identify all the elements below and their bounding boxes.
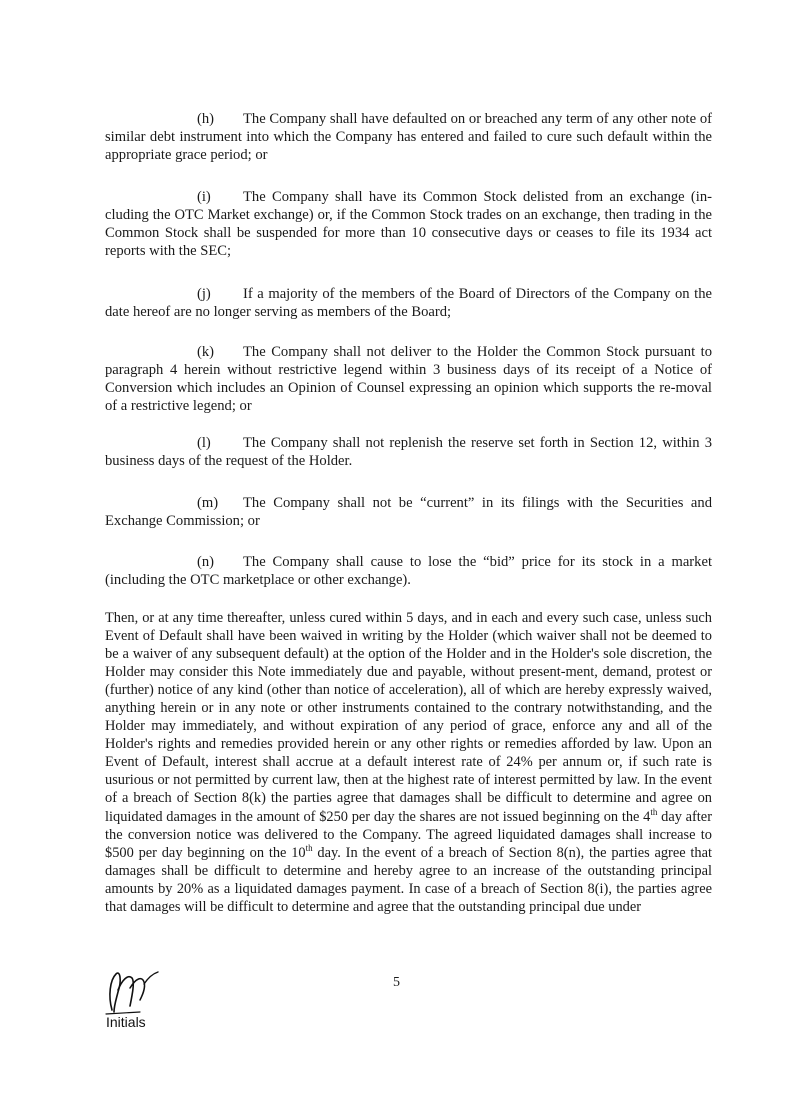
- paragraph-text: day after the conversion notice was delivered to the Company. The agreed liquidated damages shall increase to $500 per day beginning on the 10: [105, 808, 712, 861]
- ordinal-suffix: th: [305, 842, 313, 853]
- clause-label: (k): [197, 344, 215, 360]
- clause-label: (i): [197, 189, 211, 205]
- clause-k: [105, 343, 712, 415]
- clause-text: If a majority of the members of the Board of Directors of the Company on the date hereof are no longer serving as members of the Board;: [105, 286, 712, 320]
- clause-text: The Company shall have defaulted on or breached any term of any other note of similar debt instrument into which the Company has entered and failed to cure such default within the appropriate grace period; or: [105, 111, 712, 163]
- paragraph-text: Then, or at any time thereafter, unless cured within 5 days, and in each and every such case, unless such Event of Default shall have been waived in writing by the Holder (which waiver shall not be deemed to be a waiver of any subsequent default) at the option of the Holder and in the Holder's sole discretion, the Holder may consider this Note immediately due and payable, without present-ment, demand, protest or (further) notice of any kind (other than notice of acceleration), all of which are hereby expressly waived, anything herein or in any note or other instruments contained to the contrary notwithstanding, and the Holder may immediately, and without expiration of any period of grace, enforce any and all of the Holder's rights and remedies provided herein or any other rights or remedies afforded by law. Upon an Event of Default, interest shall accrue at a default interest rate of 24% per annum or, if such rate is usurious or not permitted by current law, then at the highest rate of interest permitted by law. In the event of a breach of Section 8(k) the parties agree that damages shall be difficult to determine and agree on liquidated damages in the amount of $250 per day the shares are not issued beginning on the 4: [105, 610, 712, 825]
- clause-label: (j): [197, 286, 211, 302]
- initials-label: Initials: [106, 1014, 146, 1030]
- clause-l: [105, 434, 712, 470]
- clause-text: The Company shall not be “current” in its filings with the Securities and Exchange Commission; or: [105, 495, 712, 529]
- ordinal-suffix: th: [650, 806, 658, 817]
- clause-label: (n): [197, 554, 215, 570]
- clause-text: The Company shall not deliver to the Holder the Common Stock pursuant to paragraph 4 herein without restrictive legend within 3 business days of its receipt of a Notice of Conversion which includes an Opinion of Counsel expressing an opinion which supports the re-moval of a restrictive legend; or: [105, 344, 712, 414]
- event-of-default-paragraph: [105, 609, 712, 916]
- clause-label: (l): [197, 435, 211, 451]
- paragraph-text: day. In the event of a breach of Section 8(n), the parties agree that damages shall be difficult to determine and hereby agree to an increase of the outstanding principal amounts by 20% as a liquidated damages payment. In case of a breach of Section 8(i), the parties agree that damages will be difficult to determine and agree that the outstanding principal due under: [105, 844, 712, 915]
- clause-n: [105, 553, 712, 589]
- clause-h: [105, 110, 712, 164]
- page-number: 5: [393, 975, 400, 990]
- clause-m: [105, 494, 712, 530]
- clause-text: The Company shall not replenish the reserve set forth in Section 12, within 3 business days of the request of the Holder.: [105, 435, 712, 469]
- clause-label: (h): [197, 111, 215, 127]
- initials-box: [100, 966, 170, 1034]
- handwritten-initials-signature: [100, 966, 170, 1018]
- clause-label: (m): [197, 495, 219, 511]
- clause-j: [105, 285, 712, 321]
- clause-text: The Company shall cause to lose the “bid” price for its stock in a market (including the OTC marketplace or other exchange).: [105, 554, 712, 588]
- clause-i: [105, 188, 712, 260]
- clause-text: The Company shall have its Common Stock delisted from an exchange (in-cluding the OTC Market exchange) or, if the Common Stock trades on an exchange, then trading in the Common Stock shall be suspended for more than 10 consecutive days or ceases to file its 1934 act reports with the SEC;: [105, 189, 712, 259]
